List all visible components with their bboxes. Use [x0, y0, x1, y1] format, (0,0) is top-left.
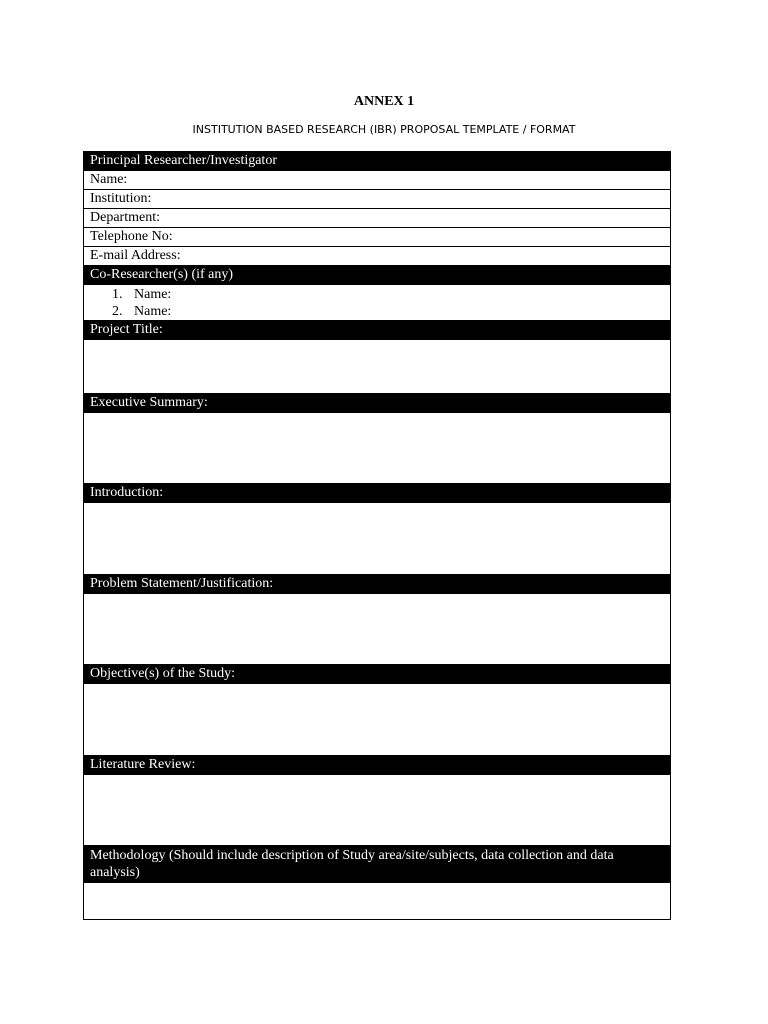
- co-researcher-name-label: Name:: [134, 304, 172, 319]
- methodology-field[interactable]: [84, 883, 670, 919]
- department-field[interactable]: Department:: [84, 209, 670, 228]
- introduction-header: Introduction:: [84, 484, 670, 503]
- proposal-form-table: [83, 151, 671, 920]
- page-title: ANNEX 1: [353, 94, 415, 109]
- co-researcher-item-2[interactable]: [84, 303, 670, 320]
- objectives-header: Objective(s) of the Study:: [84, 665, 670, 684]
- executive-summary-field[interactable]: [84, 413, 670, 484]
- objectives-field[interactable]: [84, 684, 670, 756]
- co-researcher-name-label: Name:: [134, 287, 172, 302]
- co-researchers-list: [84, 285, 670, 321]
- introduction-field[interactable]: [84, 503, 670, 575]
- email-field[interactable]: E-mail Address:: [84, 247, 670, 266]
- name-field[interactable]: Name:: [84, 171, 670, 190]
- co-researcher-item-1[interactable]: [84, 286, 670, 303]
- list-number: 2.: [112, 304, 123, 319]
- project-title-header: Project Title:: [84, 321, 670, 340]
- co-researchers-header: Co-Researcher(s) (if any): [84, 266, 670, 285]
- principal-researcher-header: Principal Researcher/Investigator: [84, 152, 670, 171]
- problem-statement-field[interactable]: [84, 594, 670, 665]
- literature-review-header: Literature Review:: [84, 756, 670, 775]
- page-subtitle: INSTITUTION BASED RESEARCH (IBR) PROPOSAL TEMPLATE / FORMAT: [192, 123, 576, 136]
- institution-field[interactable]: Institution:: [84, 190, 670, 209]
- problem-statement-header: Problem Statement/Justification:: [84, 575, 670, 594]
- project-title-field[interactable]: [84, 340, 670, 394]
- literature-review-field[interactable]: [84, 775, 670, 846]
- executive-summary-header: Executive Summary:: [84, 394, 670, 413]
- methodology-header: Methodology (Should include description of Study area/site/subjects, data collection and data analysis): [84, 846, 670, 883]
- telephone-field[interactable]: Telephone No:: [84, 228, 670, 247]
- list-number: 1.: [112, 287, 123, 302]
